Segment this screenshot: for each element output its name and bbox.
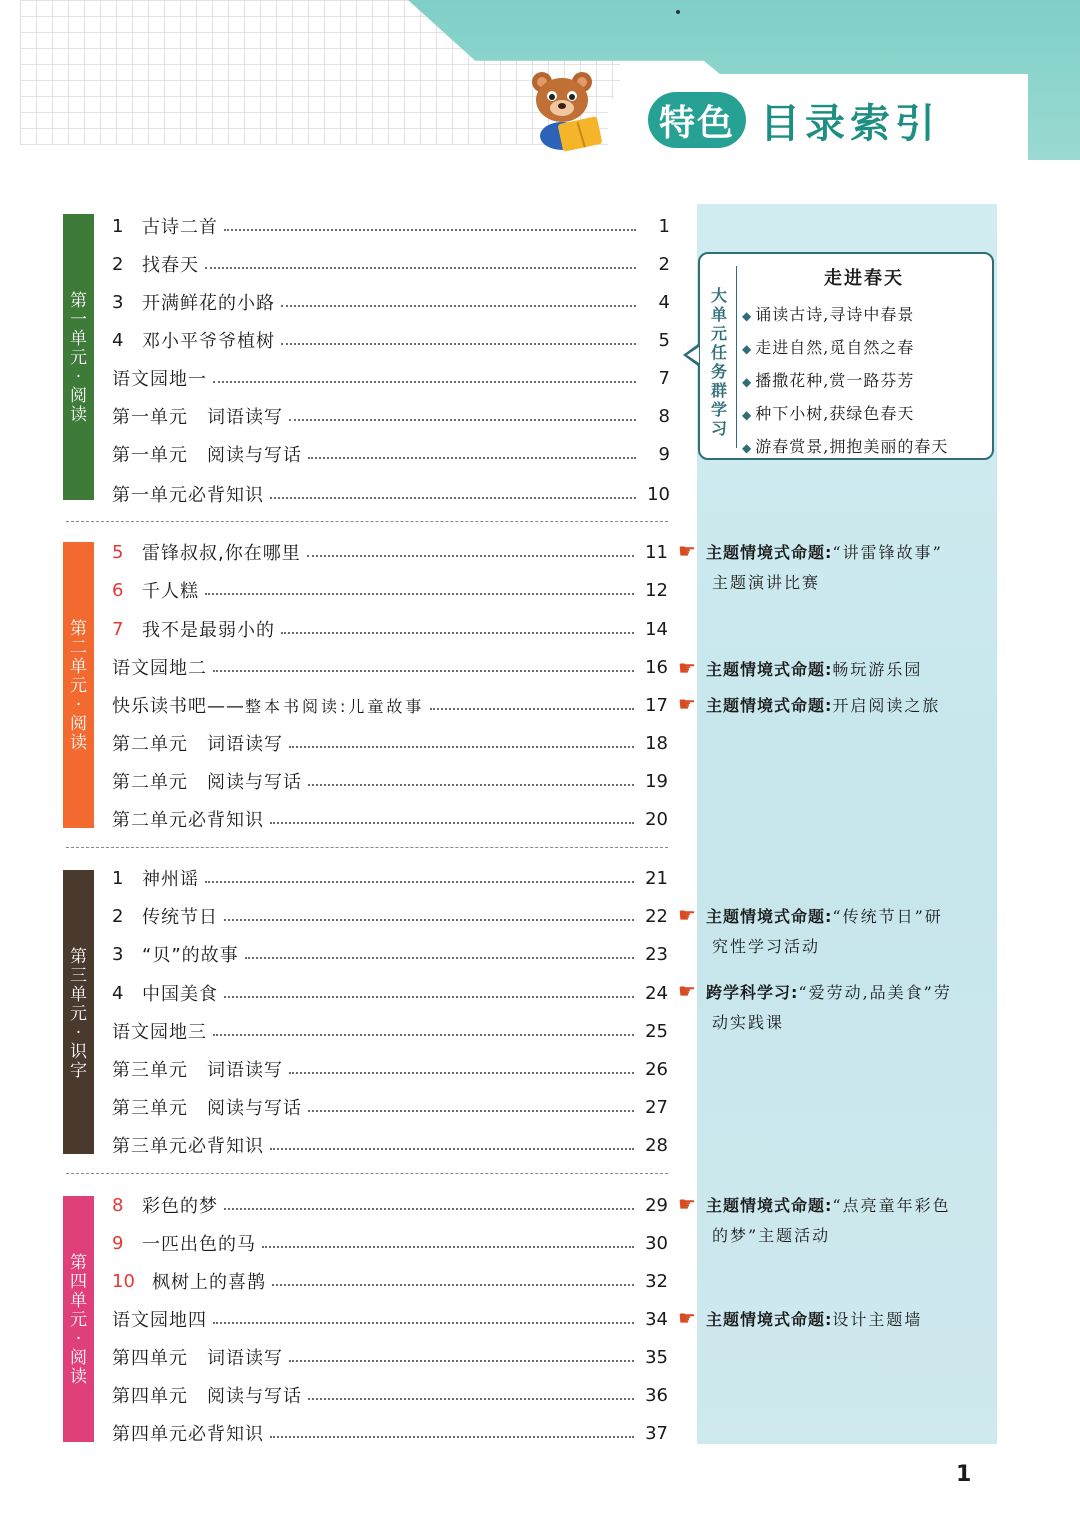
unit-separator [66, 847, 668, 848]
toc-entry[interactable]: 第二单元必背知识 20 [112, 808, 668, 831]
theme-note: ☛ 主题情境式命题:“点亮童年彩色 的梦”主题活动 [678, 1189, 998, 1251]
theme-note: ☛ 主题情境式命题:开启阅读之旅 [678, 689, 998, 721]
reading-bear-icon [520, 64, 610, 154]
pointing-hand-icon: ☛ [678, 1192, 696, 1216]
page-title: 目录索引 [760, 100, 940, 147]
toc-entry[interactable]: 第三单元必背知识 28 [112, 1134, 668, 1157]
toc-entry[interactable]: 第一单元必背知识 10 [112, 483, 670, 506]
toc-entry[interactable]: 8 彩色的梦 29 [112, 1194, 668, 1217]
theme-note: ☛ 主题情境式命题:畅玩游乐园 [678, 653, 998, 685]
toc-entry[interactable]: 3 “贝”的故事 23 [112, 943, 668, 966]
toc-entry[interactable]: 第一单元 阅读与写话 9 [112, 443, 670, 466]
diamond-bullet-icon: ◆ [742, 441, 753, 455]
toc-entry[interactable]: 1 古诗二首 1 [112, 215, 670, 238]
theme-note: ☛ 主题情境式命题:“传统节日”研 究性学习活动 [678, 900, 998, 962]
feature-badge: 特色 [648, 92, 746, 148]
pointing-hand-icon: ☛ [678, 1306, 696, 1330]
unit-3-label: 第三单元·识字 [70, 947, 87, 1081]
unit-1-sidebar [63, 214, 94, 500]
toc-entry[interactable]: 第四单元 阅读与写话 36 [112, 1384, 668, 1407]
toc-entry[interactable]: 语文园地四 34 [112, 1308, 668, 1331]
toc-entry[interactable]: 第三单元 词语读写 26 [112, 1058, 668, 1081]
unit-1-label: 第一单元·阅读 [70, 291, 87, 425]
diamond-bullet-icon: ◆ [742, 309, 753, 323]
toc-entry[interactable]: 快乐读书吧—— 整本书阅读:儿童故事 17 [112, 694, 668, 717]
unit-3-sidebar [63, 870, 94, 1154]
unit-separator [66, 1173, 668, 1174]
toc-entry[interactable]: 7 我不是最弱小的 14 [112, 618, 668, 641]
callout-item: ◆ 走进自然,觅自然之春 [742, 338, 915, 357]
callout-item: ◆ 种下小树,获绿色春天 [742, 404, 915, 423]
toc-entry[interactable]: 第一单元 词语读写 8 [112, 405, 670, 428]
toc-entry[interactable]: 4 中国美食 24 [112, 982, 668, 1005]
pointing-hand-icon: ☛ [678, 903, 696, 927]
callout-pointer-fill [687, 347, 699, 363]
theme-note: ☛ 主题情境式命题:设计主题墙 [678, 1303, 998, 1335]
toc-entry[interactable]: 4 邓小平爷爷植树 5 [112, 329, 670, 352]
toc-entry[interactable]: 语文园地一 7 [112, 367, 670, 390]
toc-entry[interactable]: 第二单元 词语读写 18 [112, 732, 668, 755]
toc-entry[interactable]: 1 神州谣 21 [112, 867, 668, 890]
diamond-bullet-icon: ◆ [742, 408, 753, 422]
pointing-hand-icon: ☛ [678, 539, 696, 563]
toc-entry[interactable]: 第二单元 阅读与写话 19 [112, 770, 668, 793]
theme-note: ☛ 主题情境式命题:“讲雷锋故事” 主题演讲比赛 [678, 536, 998, 598]
callout-item: ◆ 诵读古诗,寻诗中春景 [742, 305, 915, 324]
task-group-callout [698, 252, 994, 460]
unit-4-label: 第四单元·阅读 [70, 1253, 87, 1387]
callout-title: 走进春天 [824, 268, 904, 289]
diamond-bullet-icon: ◆ [742, 342, 753, 356]
page-number: 1 [956, 1462, 972, 1487]
toc-entry[interactable]: 6 千人糕 12 [112, 579, 668, 602]
callout-item: ◆ 播撒花种,赏一路芬芳 [742, 371, 915, 390]
callout-vertical-label: 大单元任务群学习 [710, 286, 727, 438]
diamond-bullet-icon: ◆ [742, 375, 753, 389]
toc-entry[interactable]: 第四单元 词语读写 35 [112, 1346, 668, 1369]
decor-dot [676, 10, 680, 14]
toc-entry[interactable]: 5 雷锋叔叔,你在哪里 11 [112, 541, 668, 564]
toc-entry[interactable]: 2 找春天 2 [112, 253, 670, 276]
pointing-hand-icon: ☛ [678, 692, 696, 716]
toc-entry[interactable]: 9 一匹出色的马 30 [112, 1232, 668, 1255]
pointing-hand-icon: ☛ [678, 656, 696, 680]
pointing-hand-icon: ☛ [678, 979, 696, 1003]
toc-entry[interactable]: 第四单元必背知识 37 [112, 1422, 668, 1445]
unit-4-sidebar [63, 1196, 94, 1442]
callout-item: ◆ 游春赏景,拥抱美丽的春天 [742, 437, 949, 456]
callout-divider [736, 266, 737, 448]
unit-separator [66, 521, 668, 522]
theme-note: ☛ 跨学科学习:“爱劳动,品美食”劳 动实践课 [678, 976, 998, 1038]
toc-entry[interactable]: 10 枫树上的喜鹊 32 [112, 1270, 668, 1293]
toc-entry[interactable]: 2 传统节日 22 [112, 905, 668, 928]
toc-entry[interactable]: 3 开满鲜花的小路 4 [112, 291, 670, 314]
unit-2-label: 第二单元·阅读 [70, 619, 87, 753]
toc-entry[interactable]: 语文园地三 25 [112, 1020, 668, 1043]
callout-list [742, 298, 948, 463]
toc-entry[interactable]: 第三单元 阅读与写话 27 [112, 1096, 668, 1119]
toc-entry[interactable]: 语文园地二 16 [112, 656, 668, 679]
unit-2-sidebar [63, 542, 94, 828]
